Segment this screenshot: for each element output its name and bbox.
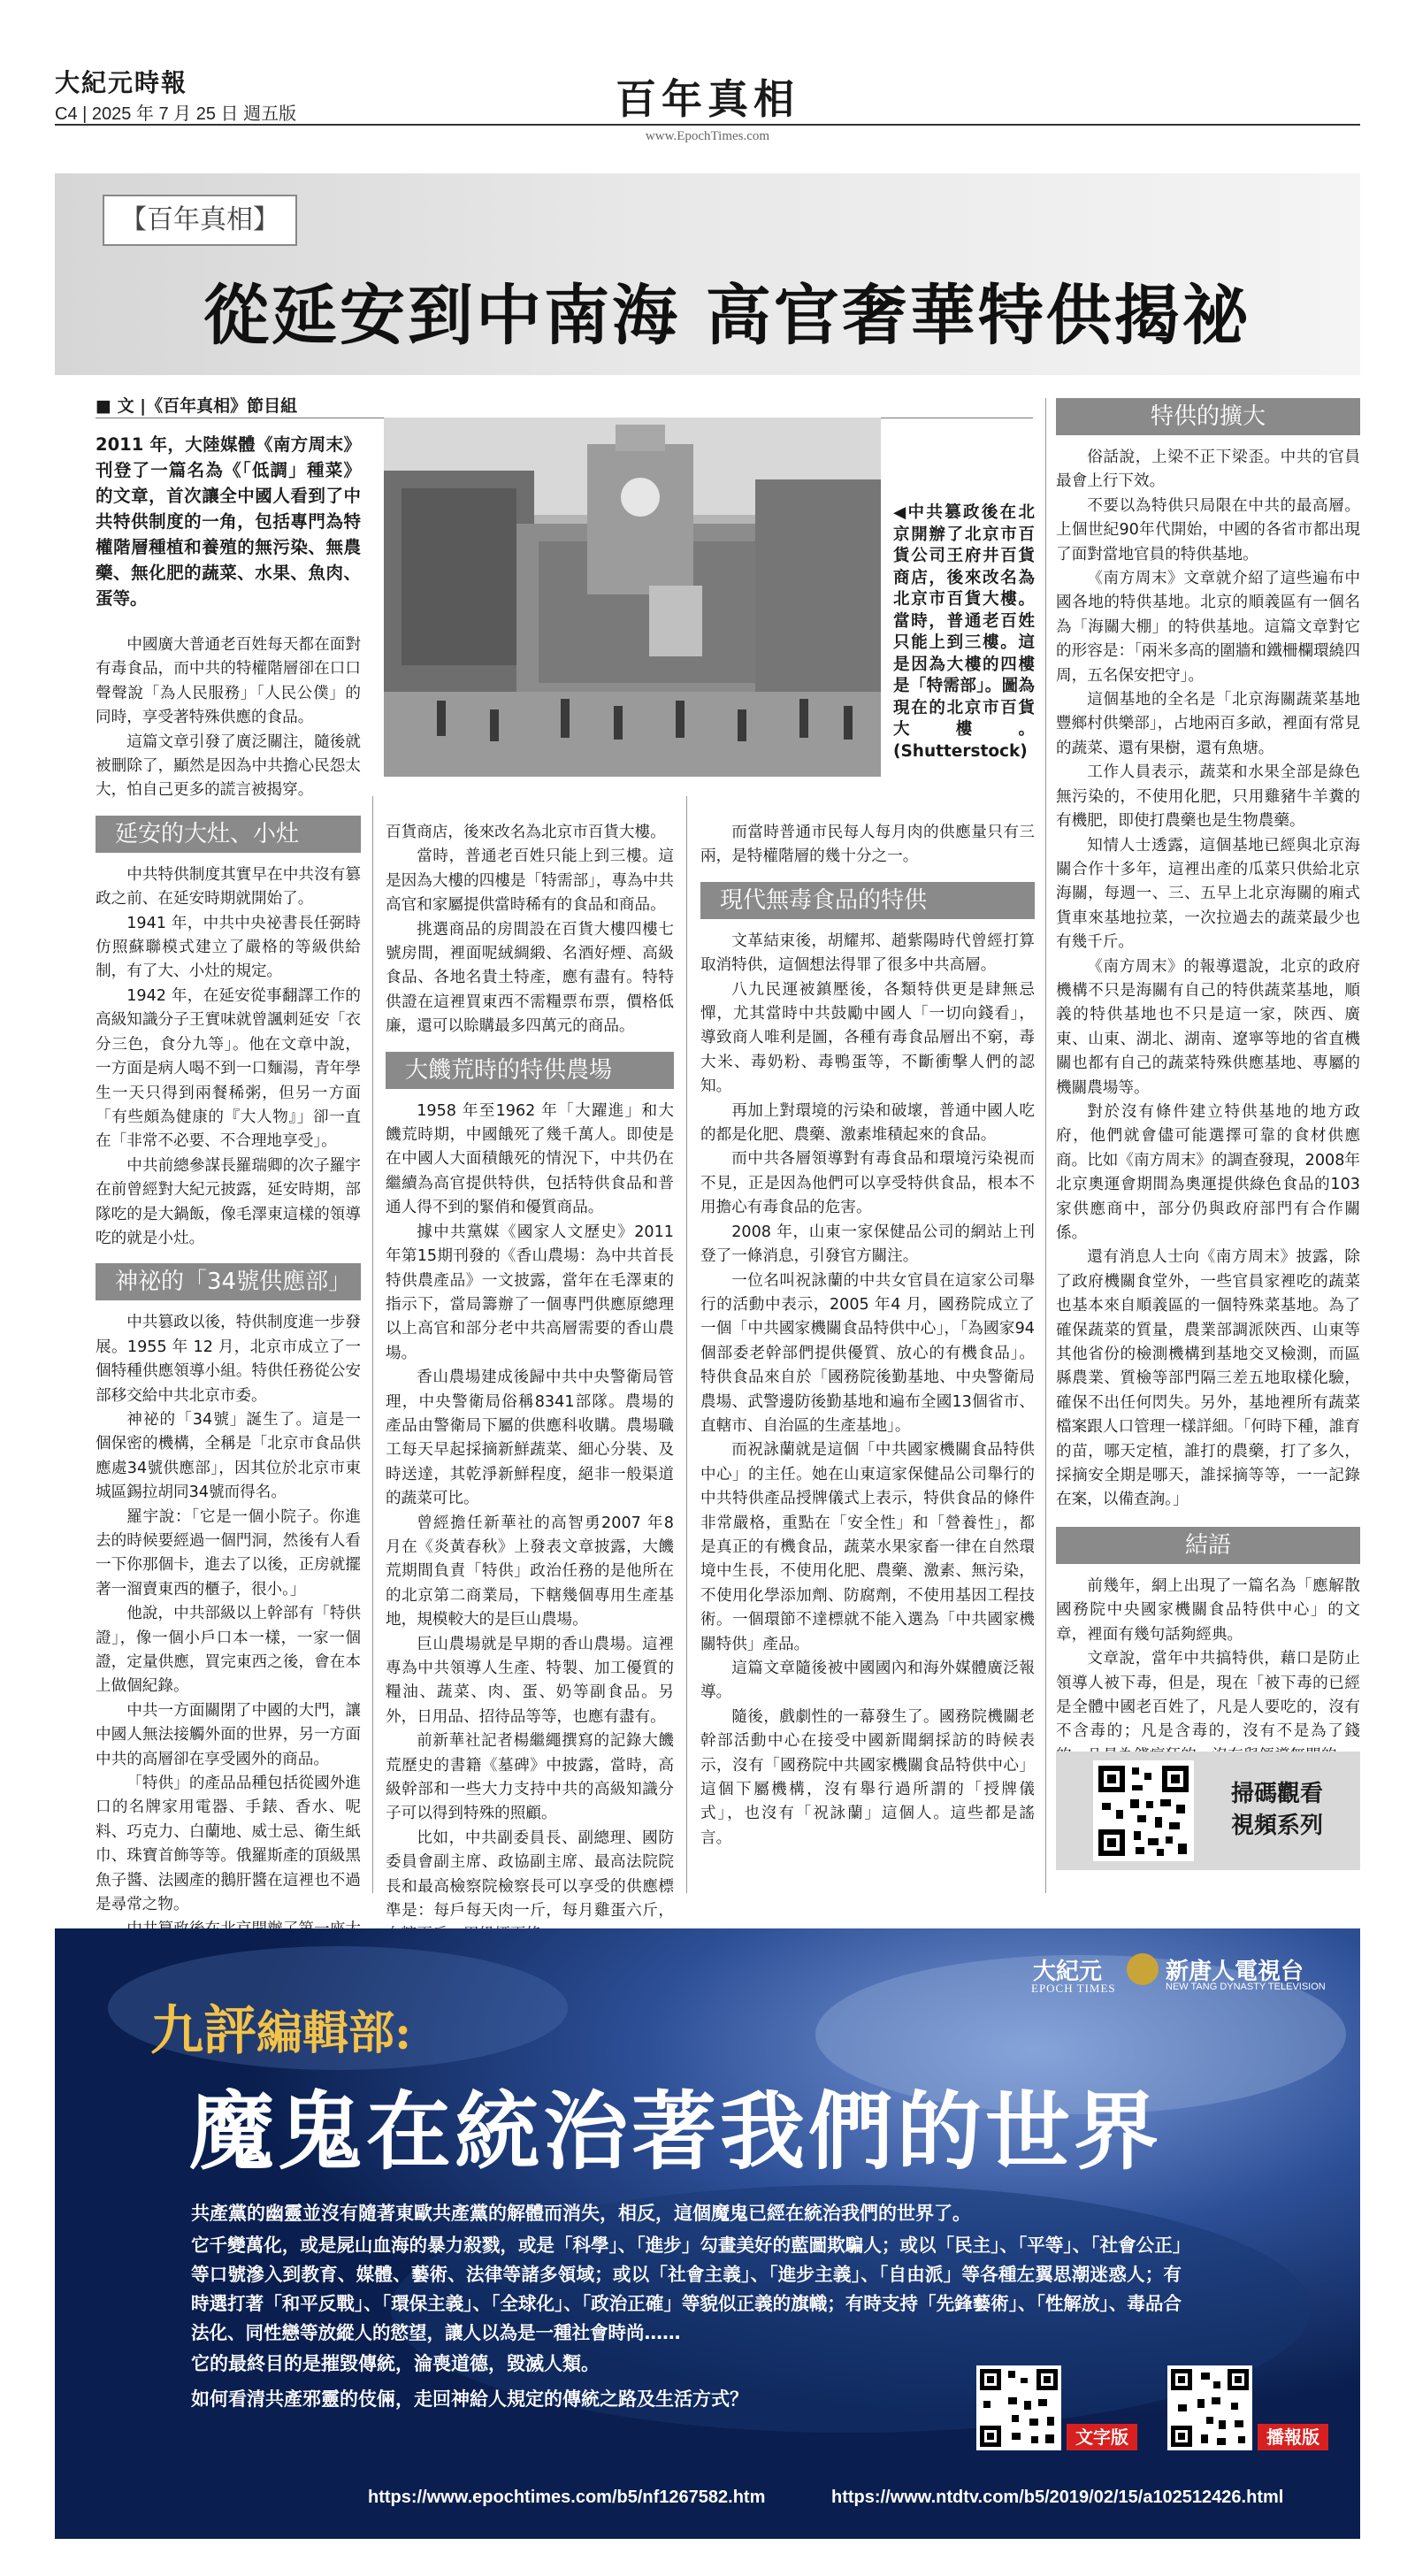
qr-code-icon[interactable] [1093, 1760, 1194, 1861]
paragraph: 當時，普通老百姓只能上到三樓。這是因為大樓的四樓是「特需部」，專為中共高官和家屬提供當時稀有的食品和商品。 [386, 847, 674, 915]
paragraph: 這個基地的全名是「北京海關蔬菜基地豐鄉村供樂部」，占地兩百多畝，裡面有常見的蔬菜、還有果樹，還有魚塘。 [1056, 691, 1360, 757]
paragraph: 中共篡政以後，特供制度進一步發展。1955 年 12 月，北京市成立了一個特種供應領導小組。特供任務從公安部移交給中共北京市委。 [96, 1314, 361, 1405]
paragraph: 隨後，戲劇性的一幕發生了。國務院機關老幹部活動中心在接受中國新聞網採訪的時候表示，沒有「國務院中共國家機關食品特供中心」這個下屬機構，沒有舉行過所謂的「授牌儀式」，也沒有「祝詠蘭」這個人。這些都是謠言。 [700, 1707, 1035, 1847]
qr-code-graphic [1167, 2365, 1252, 2450]
paragraph: 知情人士透露，這個基地已經與北京海關合作十多年，這裡出產的瓜菜只供給北京海關，每週一、三、五早上北京海關的廂式貨車來基地拉菜，一次拉過去的蔬菜最少也有幾千斤。 [1056, 836, 1360, 952]
paragraph: 中國廣大普通老百姓每天都在面對有毒食品，而中共的特權階層卻在口口聲聲說「為人民服務」「人民公僕」的同時，享受著特殊供應的食品。 [96, 636, 361, 727]
paragraph: 1942 年，在延安從事翻譯工作的高級知識分子王實味就曾諷刺延安「衣分三色，食分九等」。他在文章中說，一方面是病人喝不到一口麵湯，青年學生一天只得到兩餐稀粥，但另一方面「有些頗為健康的『大人物』」卻一直在「非常不必要、不合理地享受」。 [96, 986, 361, 1151]
paragraph: 2008 年，山東一家保健品公司的網站上刊登了一條消息，引發官方關注。 [700, 1223, 1035, 1266]
article-column-3 [700, 821, 1035, 1851]
paragraph: 這篇文章隨後被中國國內和海外媒體廣泛報導。 [700, 1660, 1035, 1702]
photo-caption: ◀中共篡政後在北京開辦了北京市百貨公司王府井百貨商店，後來改名為北京市百貨大樓。當時，普通老百姓只能上到三樓。這是因為大樓的四樓是「特需部」。圖為現在的北京市百貨大樓。(Shutterstock) [893, 503, 1035, 761]
paragraph: 中共一方面關閉了中國的大門，讓中國人無法接觸外面的世界，另一方面中共的高層卻在享受國外的商品。 [96, 1701, 361, 1768]
subhead-modern-food: 現代無毒食品的特供 [700, 882, 1035, 919]
audio-version-tag[interactable]: 播報版 [1258, 2424, 1328, 2450]
subhead-34-supply: 神祕的「34號供應部」 [96, 1263, 361, 1300]
subhead-conclusion: 結語 [1056, 1527, 1360, 1564]
paragraph: 而中共各層領導對有毒食品和環境污染視而不見，正是因為他們可以享受特供食品，根本不用擔心有毒食品的危害。 [700, 1150, 1035, 1217]
paragraph: 再加上對環境的污染和破壞，普通中國人吃的都是化肥、農藥、激素堆積起來的食品。 [700, 1101, 1035, 1145]
ad-question: 如何看清共產邪靈的伎倆，走回神給人規定的傳統之路及生活方式？ [191, 2388, 748, 2410]
paragraph: 比如，中共副委員長、副總理、國防委員會副主席、政協副主席、最高法院院長和最高檢察院檢察長可以享受的供應標準是：每戶每天肉一斤，每月雞蛋六斤， [386, 1828, 674, 1920]
paragraph: 《南方周末》的報導還說，北京的政府機構不只是海關有自己的特供蔬菜基地，順義的特供基地也不只是這一家，陝西、廣東、山東、湖北、湖南、遼寧等地的省直機關也都有自己的蔬菜特殊供應基地、專屬的機關農場等。 [1056, 957, 1360, 1097]
paragraph: 香山農場建成後歸中共中央警衛局管理，中央警衛局俗稱8341部隊。農場的產品由警衛局下屬的供應科收購。農場職工每天早起採摘新鮮蔬菜、細心分裝、及時送達，其乾淨新鮮程度，絕非一般渠道的蔬菜可比。 [386, 1368, 674, 1508]
audio-version-qr-icon[interactable] [1167, 2365, 1252, 2450]
department-store-photo [384, 418, 881, 777]
article-lead: 2011 年，大陸媒體《南方周末》刊登了一篇名為《「低調」種菜》的文章，首次讓全中國人看到了中共特供制度的一角，包括專門為特權階層種植和養殖的無污染、無農藥、無化肥的蔬菜、水果、魚肉、蛋等。 [96, 434, 361, 609]
paragraph: 羅宇說：「它是一個小院子。你進去的時候要經過一個門洞，然後有人看一下你那個卡，進去了以後，正房就擺著一溜賣東西的櫃子，很小。」 [96, 1507, 361, 1598]
ntd-emblem-icon [1127, 1953, 1159, 1985]
paragraph: 挑選商品的房間設在百貨大樓四樓七號房間，裡面呢絨綢緞、名酒好煙、高級食品、各地名貴土特產，應有盡有。特特供證在這裡買東西不需糧票布票，價格低廉，還可以賒購最多四萬元的商品。 [386, 920, 674, 1036]
ad-statement: 它的最終目的是摧毀傳統，淪喪道德，毀滅人類。 [191, 2353, 600, 2374]
subhead-expansion: 特供的擴大 [1056, 398, 1360, 435]
paragraph: 工作人員表示，蔬菜和水果全部是綠色無污染的，不使用化肥，只用雞豬牛羊糞的有機肥，即使打農藥也是生物農藥。 [1056, 763, 1360, 831]
subhead-yanan: 延安的大灶、小灶 [96, 816, 361, 853]
column-rule [686, 796, 687, 1893]
paragraph: 《南方周末》文章就介紹了這些遍布中國各地的特供基地。北京的順義區有一個名為「海關大棚」的特供基地。這篇文章對它的形容是：「兩米多高的圍牆和鐵柵欄環繞四周，五名保安把守」。 [1056, 570, 1360, 685]
paragraph: 「特供」的產品品種包括從國外進口的名牌家用電器、手錶、香水、呢料、巧克力、白蘭地、威士忌、衛生紙巾、珠寶首飾等等。俄羅斯產的頂級黑魚子醬、法國產的鵝肝醬在這裡也不過是尋常之物。 [96, 1775, 361, 1914]
ad-body: 它千變萬化，或是屍山血海的暴力殺戮，或是「科學」、「進步」勾畫美好的藍圖欺騙人；或以「民主」、「平等」、「社會公正」等口號滲入到教育、媒體、藝術、法律等諸多領域；或以「社會主義」、「進步主義」、「自由派」等各種左翼思潮迷惑人；有時選打著「和平反戰」、「環保主義」、「全球化」、「政治正確」等貌似正義的旗幟；有時支持「先鋒藝術」、「性解放」、毒品合法化、同性戀等放縱人的慾望，讓人以為是一種社會時尚…… [191, 2235, 1182, 2343]
paragraph: 中共特供制度其實早在中共沒有篡政之前、在延安時期就開始了。 [96, 865, 361, 908]
newspaper-logo: 大紀元時報 [55, 68, 188, 97]
text-version-tag[interactable]: 文字版 [1067, 2424, 1137, 2450]
ad-lead: 共產黨的幽靈並沒有隨著東歐共產黨的解體而消失，相反，這個魔鬼已經在統治我們的世界了。 [191, 2203, 971, 2224]
column-rule [372, 796, 373, 1893]
qr-code-graphic [976, 2365, 1061, 2450]
section-title: 百年真相 [616, 75, 799, 123]
article-byline: ■ 文 |《百年真相》節目組 [96, 396, 298, 416]
paragraph: 百貨商店，後來改名為北京市百貨大樓。 [386, 824, 666, 841]
paragraph: 俗話說，上梁不正下梁歪。中共的官員最會上行下效。 [1056, 448, 1360, 491]
qr-label: 掃碼觀看 視頻系列 [1231, 1781, 1324, 1839]
epoch-times-logo: 大紀元 [1033, 1959, 1103, 1985]
article-kicker: 【百年真相】 [103, 195, 297, 246]
paragraph: 曾經擔任新華社的高智勇2007 年8 月在《炎黃春秋》上發表文章披露，大饑荒期間負責「特供」政治任務的是他所在的北京第二商業局，下轄幾個專用生產基地，規模較大的是巨山農場。 [386, 1514, 674, 1629]
paragraph: 一位名叫祝詠蘭的中共女官員在這家公司舉行的活動中表示，2005 年4 月，國務院成立了一個「中共國家機關食品特供中心」，「為國家94個部委老幹部們提供優質、放心的有機食品」。特供食品來自於「國務院後勤基地、中央警衛局農場、武警邊防後勤基地和遍布全國13個省市、直轄市、自治區的生產基地」。 [700, 1271, 1035, 1435]
paragraph: 他說，中共部級以上幹部有「特供證」，像一個小戶口本一樣，一家一個證，定量供應，買完東西之後，會在本上做個紀錄。 [96, 1605, 361, 1696]
paragraph: 前新華社記者楊繼繩撰寫的記錄大饑荒歷史的書籍《墓碑》中披露，當時，高級幹部和一些大力支持中共的高級知識分子可以得到特殊的照顧。 [386, 1732, 674, 1823]
page-meta: C4 | 2025 年 7 月 25 日 週五版 [55, 104, 297, 124]
paragraph: 文革結束後，胡耀邦、趙紫陽時代曾經打算取消特供，這個想法得罪了很多中共高層。 [700, 932, 1035, 975]
photo-illustration [384, 418, 881, 777]
paragraph: 據中共黨媒《國家人文歷史》2011 年第15期刊發的《香山農場：為中共首長特供農產品》一文披露，當年在毛澤東的指示下，當局籌辦了一個專門供應原總理以上高官和部分老中共高層需要的香山農場。 [386, 1223, 674, 1362]
ad-main-title: 魔鬼在統治著我們的世界 [189, 2082, 1162, 2181]
article-headline: 從延安到中南海 高官奢華特供揭祕 [203, 278, 1251, 354]
text-version-url[interactable]: https://www.epochtimes.com/b5/nf1267582.htm [368, 2488, 766, 2507]
article-column-2 [386, 821, 674, 1948]
paragraph: 八九民運被鎮壓後，各類特供更是肆無忌憚，尤其當時中共鼓勵中國人「一切向錢看」，導致商人唯利是圖，各種有毒食品層出不窮，毒大米、毒奶粉、毒鴨蛋等，不斷衝擊人們的認知。 [700, 980, 1035, 1096]
epoch-times-logo-en: EPOCH TIMES [1031, 1982, 1116, 1995]
ntd-logo: 新唐人電視台 [1166, 1959, 1304, 1985]
paragraph: 文章說，當年中共搞特供，藉口是防止領導人被下毒，但是，現在「被下毒的已經是全體中國老百姓了，凡是人要吃的，沒有不含毒的；凡是含毒的，沒有不是為了錢 [1056, 1650, 1360, 1741]
sidebar-column [1056, 398, 1360, 1793]
ntd-logo-en: NEW TANG DYNASTY TELEVISION [1166, 1982, 1326, 1992]
paragraph: 不要以為特供只局限在中共的最高層。上個世紀90年代開始，中國的各省市都出現了面對當地官員的特供基地。 [1056, 496, 1360, 564]
site-url[interactable]: www.EpochTimes.com [645, 129, 770, 143]
paragraph: 1958 年至1962 年「大躍進」和大饑荒時期，中國餓死了幾千萬人。即使是在中國人大面積餓死的情況下，中共仍在繼續為高官提供特供，包括特供食品和普通人得不到的緊俏和優質商品。 [386, 1101, 674, 1217]
subhead-famine-farm: 大饑荒時的特供農場 [386, 1052, 674, 1089]
article-column-1 [96, 633, 361, 1990]
paragraph: 這篇文章引發了廣泛關注，隨後就被刪除了，顯然是因為中共擔心民怨太大，怕自己更多的謊言被揭穿。 [96, 732, 361, 800]
paragraph: 巨山農場就是早期的香山農場。這裡專為中共領導人生產、特製、加工優質的糧油、蔬菜、肉、蛋、奶等副食品。另外，日用品、招待品等等，也應有盡有。 [386, 1635, 674, 1726]
audio-version-url[interactable]: https://www.ntdtv.com/b5/2019/02/15/a102512426.html [831, 2488, 1284, 2507]
text-version-qr-icon[interactable] [976, 2365, 1061, 2450]
paragraph: 還有消息人士向《南方周末》披露，除了政府機關食堂外，一些官員家裡吃的蔬菜也基本來自順義區的一個特殊菜基地。為了確保蔬菜的質量，農業部調派陝西、山東等其他省份的檢測機構到基地交叉檢測，而區縣農業、質檢等部門隔三差五地取樣化驗，確保不出任何閃失。另外，基地裡所有蔬菜檔案跟人口管理一樣詳細。「何時下種，誰育的苗，哪天定植，誰打的農藥，打了多久，採摘安全期是哪天，誰採摘等等，一一記錄在案，以備查詢。」 [1056, 1248, 1360, 1509]
masthead-rule [55, 124, 1360, 126]
paragraph: 中共前總參謀長羅瑞卿的次子羅宇在前曾經對大紀元披露，延安時期，部隊吃的是大鍋飯，像毛澤東這樣的領導吃的就是小灶。 [96, 1156, 361, 1247]
paragraph: 前幾年，網上出現了一篇名為「應解散國務院中央國家機關食品特供中心」的文章，裡面有幾句話夠經典。 [1056, 1576, 1360, 1644]
qr-code-graphic [1093, 1760, 1194, 1861]
column-rule [1045, 398, 1046, 1893]
paragraph: 1941 年，中共中央祕書長任弼時仿照蘇聯模式建立了嚴格的等級供給制，有了大、小灶的規定。 [96, 914, 361, 981]
ad-series-title: 九評編輯部: [150, 2000, 412, 2062]
paragraph: 而祝詠蘭就是這個「中共國家機關食品特供中心」的主任。她在山東這家保健品公司舉行的中共特供產品授牌儀式上表示，特供食品的條件非常嚴格，重點在「安全性」和「營養性」，都是真正的有機食品，蔬菜水果家畜一律在自然環境中生長，不使用化肥、農藥、激素、無污染，不使用化學添加劑、防腐劑，不使用基因工程技術。一個環節不達標就不能入選為「中共國家機關特供」產品。 [700, 1441, 1035, 1653]
paragraph: 對於沒有條件建立特供基地的地方政府，他們就會儘可能選擇可靠的食材供應商。比如《南方周末》的調查發現，2008年北京奧運會期間為奧運提供綠色食品的103家供應商中，部分仍與政府部門有合作關係。 [1056, 1102, 1360, 1242]
paragraph: 神祕的「34號」誕生了。這是一個保密的機構，全稱是「北京市食品供應處34號供應部」，因其位於北京市東城區錫拉胡同34號而得名。 [96, 1410, 361, 1502]
paragraph: 而當時普通市民每人每月肉的供應量只有三兩，是特權階層的幾十分之一。 [700, 824, 1035, 866]
